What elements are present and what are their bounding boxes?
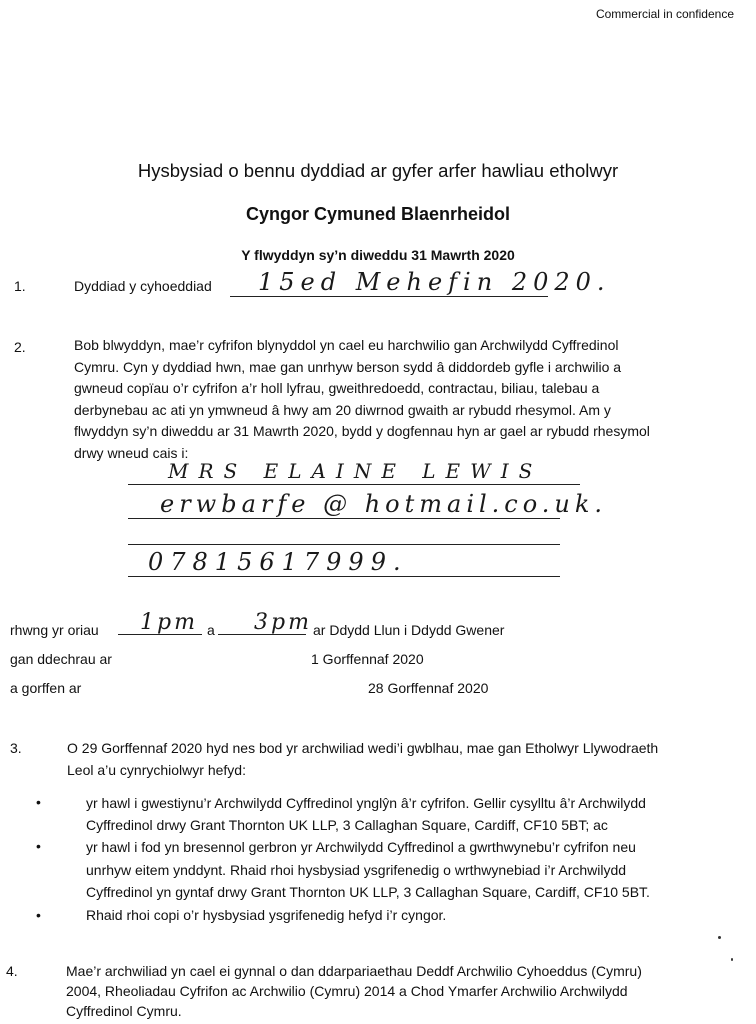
hours-from: 1pm: [140, 610, 198, 635]
section-2-line: drwy wneud cais i:: [74, 444, 189, 461]
section-2-line: derbynebau ac ati yn ymwneud â hwy am 20 diwrnod gwaith ar rybudd rhesymol. Am y: [74, 401, 611, 418]
end-date: 28 Gorffennaf 2020: [368, 680, 489, 696]
hours-prefix: rhwng yr oriau: [10, 622, 99, 638]
section-2-line: flwyddyn sy’n diweddu ar 31 Mawrth 2020, bydd y dogfennau hyn ar gael ar rybudd rhesymol: [74, 423, 650, 439]
contact-phone: 07815617999.: [148, 548, 408, 576]
hours-to-line: [218, 634, 306, 635]
bullet-item-copy: [86, 905, 746, 927]
notice-title: Hysbysiad o bennu dyddiad ar gyfer arfer hawliau etholwyr: [137, 160, 619, 181]
section-4-paragraph: [66, 961, 750, 1021]
section-3-intro: [67, 738, 747, 781]
contact-line-3: [128, 544, 560, 545]
section-4-line: 2004, Rheoliadau Cyfrifon ac Archwilio (Cymru) 2014 a Chod Ymarfer Archwilio Archwilydd: [66, 983, 628, 999]
section-2-line: Bob blwyddyn, mae’r cyfrifon blynyddol yn cael eu harchwilio gan Archwilydd Cyffredinol: [74, 337, 619, 353]
section-2-number: 2.: [14, 339, 26, 355]
bullet-line: Cyffredinol drwy Grant Thornton UK LLP, 3 Callaghan Square, Cardiff, CF10 5BT; ac: [86, 817, 608, 833]
bullet-item-question: [86, 792, 746, 836]
section-2-line: gwneud copïau o’r cyfrifon a’r holl lyfrau, gweithredoedd, contractau, biliau, talebau a: [74, 380, 600, 396]
section-2-paragraph: [74, 335, 744, 464]
section-4-number: 4.: [6, 963, 18, 979]
hours-to: 3pm: [254, 610, 312, 635]
bullet-item-objection: [86, 836, 746, 904]
section-3-line: Leol a’u cynrychiolwyr hefyd:: [67, 761, 246, 778]
section-3-line: O 29 Gorffennaf 2020 hyd nes bod yr archwiliad wedi’i gwblhau, mae gan Etholwyr Llywodraeth: [67, 740, 659, 756]
section-2-line: Cymru. Cyn y dyddiad hwn, mae gan unrhyw berson sydd â diddordeb gyfle i archwilio a: [74, 358, 622, 375]
year-end-heading: Y flwyddyn sy’n diweddu 31 Mawrth 2020: [241, 247, 515, 263]
publication-date-label: Dyddiad y cyhoeddiad: [74, 278, 212, 294]
start-date: 1 Gorffennaf 2020: [311, 651, 424, 667]
publication-date-line: [230, 296, 548, 297]
bullet-marker: •: [36, 838, 41, 854]
scan-speck: [731, 958, 733, 961]
start-label: gan ddechrau ar: [10, 651, 112, 667]
section-4-line: Cyffredinol Cymru.: [66, 1003, 182, 1019]
scan-speck: [718, 936, 721, 939]
contact-name: MRS ELAINE LEWIS: [168, 459, 543, 483]
contact-email: erwbarfe @ hotmail.co.uk.: [160, 490, 608, 518]
bullet-line: Rhaid rhoi copi o’r hysbysiad ysgrifenedig hefyd i’r cyngor.: [86, 907, 447, 923]
contact-line-1: [128, 484, 580, 485]
publication-date-handwritten: 15ed Mehefin 2020.: [258, 268, 611, 296]
contact-line-2: [128, 518, 560, 519]
bullet-line: Cyffredinol yn gyntaf drwy Grant Thornton UK LLP, 3 Callaghan Square, Cardiff, CF10 5BT.: [86, 884, 650, 900]
bullet-line: yr hawl i gwestiynu’r Archwilydd Cyffredinol ynglŷn â’r cyfrifon. Gellir cysylltu â’r Archwilydd: [86, 795, 646, 811]
end-label: a gorffen ar: [10, 680, 82, 696]
bullet-line: yr hawl i fod yn bresennol gerbron yr Archwilydd Cyffredinol a gwrthwynebu’r cyfrifon neu: [86, 839, 636, 855]
bullet-marker: •: [36, 794, 41, 810]
hours-from-line: [118, 634, 202, 635]
council-name: Cyngor Cymuned Blaenrheidol: [245, 204, 511, 224]
section-1-number: 1.: [14, 278, 26, 294]
hours-suffix: ar Ddydd Llun i Ddydd Gwener: [313, 622, 505, 638]
hours-connector: a: [207, 622, 215, 638]
confidentiality-label: Commercial in confidence: [595, 7, 734, 21]
bullet-line: unrhyw eitem ynddynt. Rhaid rhoi hysbysiad ysgrifenedig o wrthwynebiad i’r Archwilydd: [86, 861, 627, 878]
section-3-number: 3.: [10, 740, 22, 756]
section-4-line: Mae’r archwiliad yn cael ei gynnal o dan ddarpariaethau Deddf Archwilio Cyhoeddus (Cymru): [66, 963, 642, 979]
contact-line-4: [128, 576, 560, 577]
bullet-marker: •: [36, 907, 41, 923]
